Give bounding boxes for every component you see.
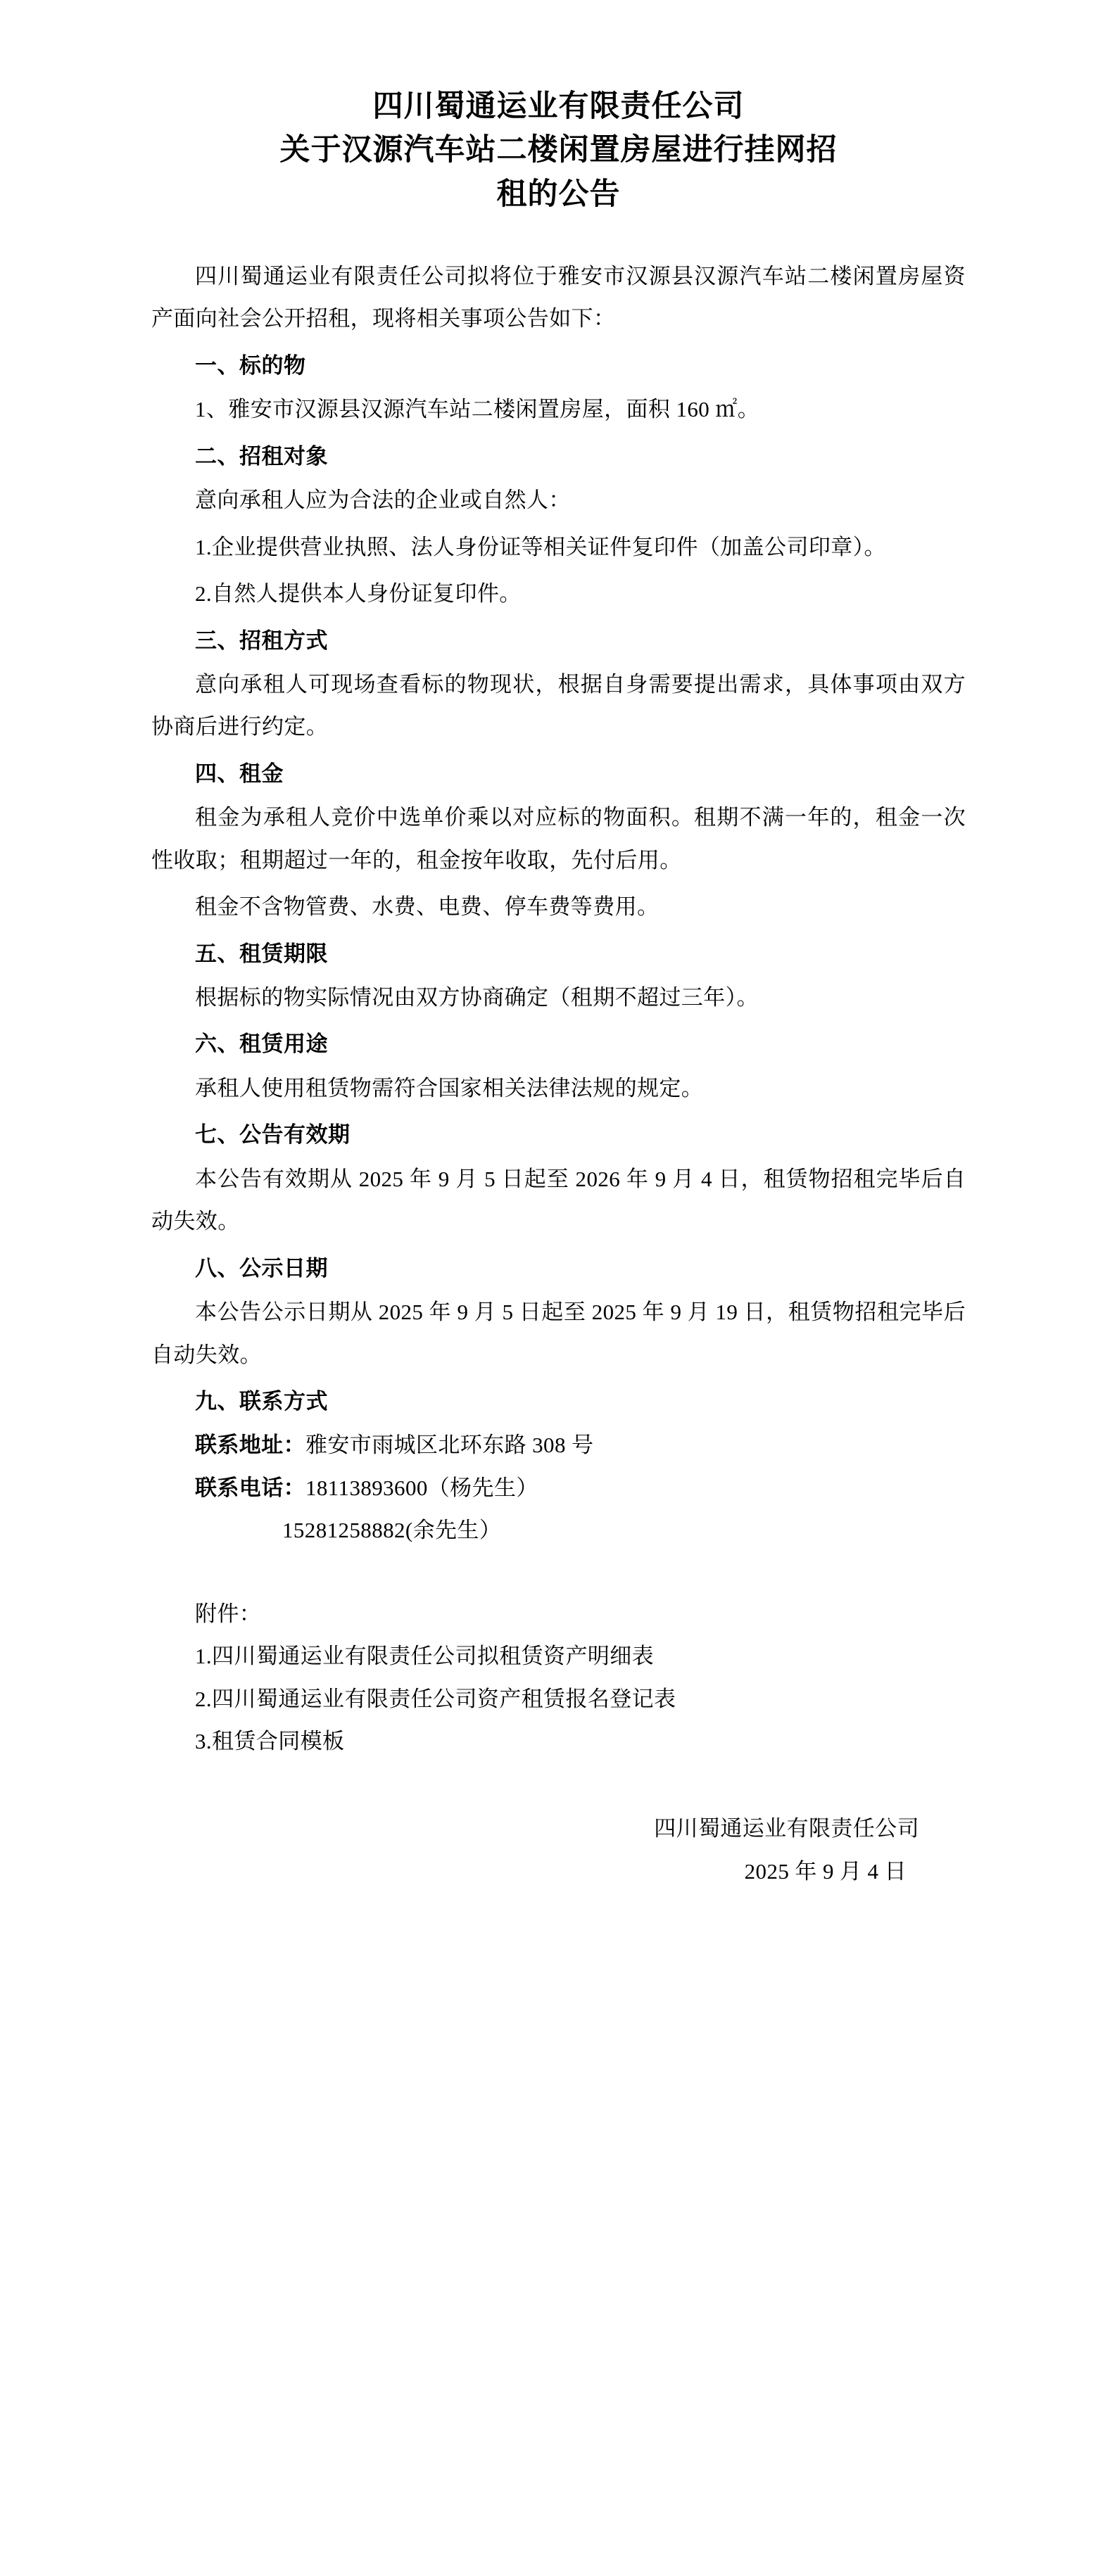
title-line-2: 关于汉源汽车站二楼闲置房屋进行挂网招 [279,132,838,168]
signature-company: 四川蜀通运业有限责任公司 [654,1816,919,1841]
contact-address-label: 联系地址： [195,1433,305,1459]
page-title [151,84,966,216]
contact-phone-secondary: 15281258882(余先生） [282,1518,502,1543]
contact-address-value: 雅安市雨城区北环东路 308 号 [305,1433,594,1458]
section-heading: 七、公告有效期 [195,1122,351,1148]
section-paragraph: 1、雅安市汉源县汉源汽车站二楼闲置房屋，面积 160 ㎡。 [195,397,760,422]
attachments-label: 附件： [195,1601,262,1626]
section-paragraph: 承租人使用租赁物需符合国家相关法律法规的规定。 [195,1075,704,1100]
title-line-3: 租的公告 [496,176,621,212]
section-heading: 四、租金 [195,761,284,787]
section-paragraph: 意向承租人可现场查看标的物现状，根据自身需要提出需求，具体事项由双方协商后进行约定。 [151,671,966,740]
section-biaodewu [151,345,966,431]
section-zulin-yongtu [151,1023,966,1110]
section-zulin-qixian [151,933,966,1020]
section-heading: 三、招租方式 [195,628,328,654]
title-line-1: 四川蜀通运业有限责任公司 [372,89,745,124]
section-zhaozu-duixiang [151,436,966,616]
section-heading: 一、标的物 [195,353,306,379]
section-heading: 八、公示日期 [195,1255,328,1281]
signature-date: 2025 年 9 月 4 日 [744,1858,907,1884]
section-gongshi-riqi [151,1248,966,1376]
section-paragraph: 租金不含物管费、水费、电费、停车费等费用。 [195,894,660,920]
section-paragraph: 2.自然人提供本人身份证复印件。 [195,581,522,607]
attachment-item: 2.四川蜀通运业有限责任公司资产租赁报名登记表 [195,1686,676,1711]
section-paragraph: 根据标的物实际情况由双方协商确定（租期不超过三年）。 [195,985,759,1010]
section-gonggao-youxiaoqi [151,1114,966,1243]
attachments-block [151,1593,966,1763]
section-paragraph: 意向承租人应为合法的企业或自然人： [195,488,571,513]
section-heading: 六、租赁用途 [195,1032,328,1058]
section-heading: 五、租赁期限 [195,941,328,967]
contact-phone [151,1467,966,1509]
section-zujin [151,753,966,929]
attachment-item: 1.四川蜀通运业有限责任公司拟租赁资产明细表 [195,1644,655,1669]
intro-paragraph: 四川蜀通运业有限责任公司拟将位于雅安市汉源县汉源汽车站二楼闲置房屋资产面向社会公开招租，现将相关事项公告如下： [151,264,966,331]
signature-block [151,1808,966,1893]
section-zhaozu-fangshi [151,620,966,749]
section-paragraph: 1.企业提供营业执照、法人身份证等相关证件复印件（加盖公司印章）。 [195,534,886,559]
attachment-item: 3.租赁合同模板 [195,1729,345,1754]
section-heading: 九、联系方式 [195,1388,328,1414]
section-paragraph: 本公告公示日期从 2025 年 9 月 5 日起至 2025 年 9 月 19 日，租赁物招租完毕后自动失效。 [151,1300,966,1367]
section-paragraph: 本公告有效期从 2025 年 9 月 5 日起至 2026 年 9 月 4 日，租赁物招租完毕后自动失效。 [151,1166,966,1234]
section-heading: 二、招租对象 [195,443,328,469]
contact-address [151,1424,966,1466]
contact-phone-label: 联系电话： [195,1475,305,1501]
section-lianxi-fangshi [151,1381,966,1552]
section-paragraph: 租金为承租人竞价中选单价乘以对应标的物面积。租期不满一年的，租金一次性收取；租期超过一年的，租金按年收取，先付后用。 [151,805,966,873]
contact-phone-value: 18113893600（杨先生） [305,1475,538,1500]
